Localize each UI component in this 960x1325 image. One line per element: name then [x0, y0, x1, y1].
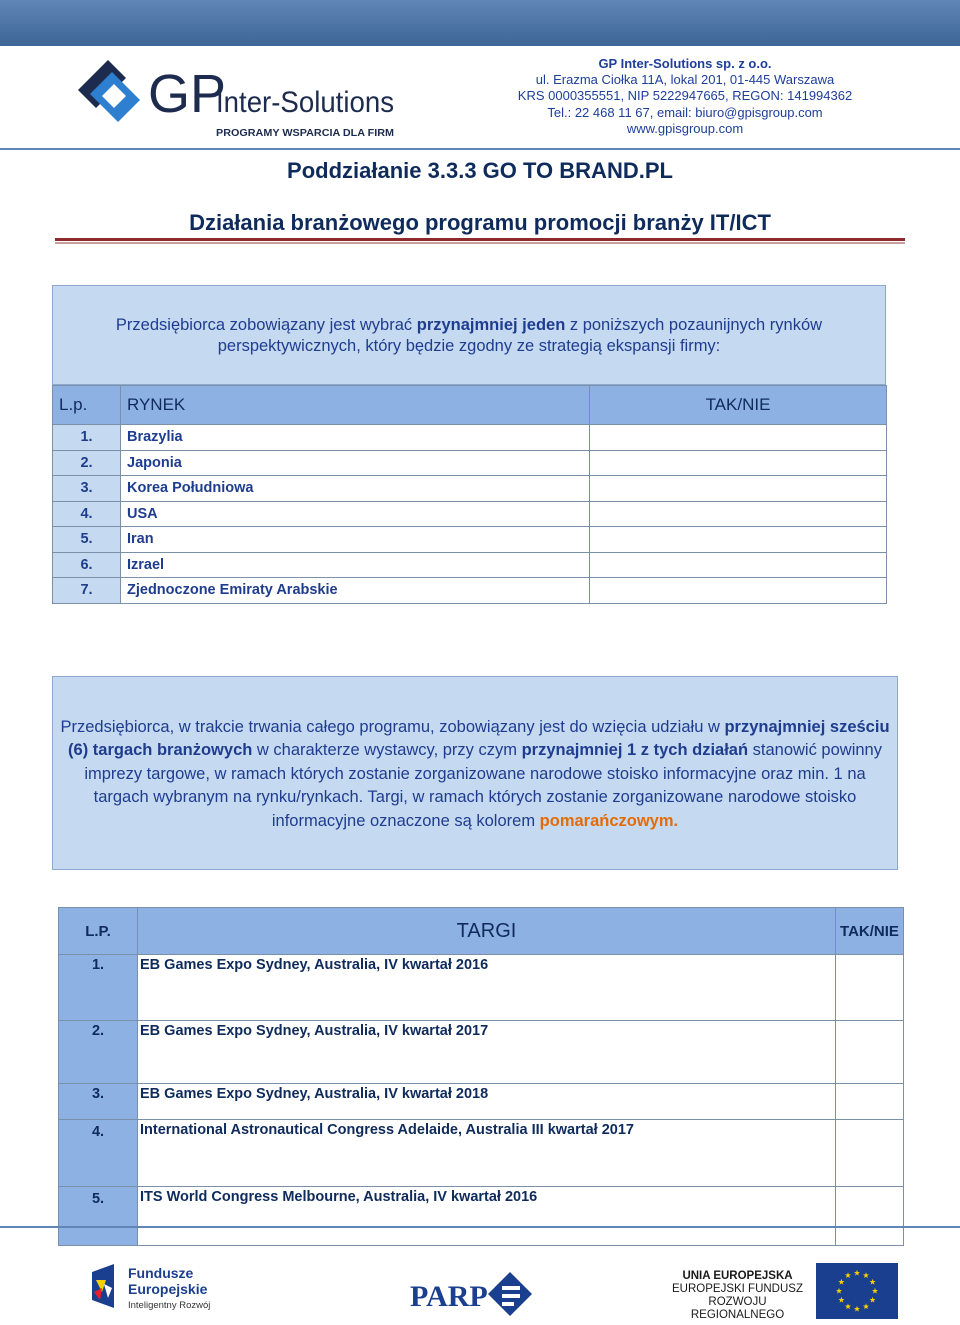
- title-rule-shadow: [55, 242, 905, 244]
- market-row-name: Izrael: [121, 552, 590, 578]
- market-row-yes-no-cell[interactable]: [590, 527, 887, 553]
- fe-title1: Fundusze: [128, 1265, 194, 1281]
- fairs-row-event: EB Games Expo Sydney, Australia, IV kwartał 2017: [138, 1021, 836, 1084]
- intro-text-part: Przedsiębiorca zobowiązany jest wybrać: [115, 316, 417, 334]
- fairs-row-num: [59, 955, 138, 1021]
- fairs-row-yes-no-cell[interactable]: [836, 1187, 904, 1246]
- fairs-text-part: w charakterze wystawcy, przy czym: [252, 741, 522, 760]
- intro-text: [52, 315, 886, 357]
- fe-title2: Europejskie: [128, 1281, 208, 1297]
- market-table: [52, 385, 887, 604]
- diamond-icon: [78, 60, 140, 122]
- company-registry: KRS 0000355551, NIP 5222947665, REGON: 141994362: [517, 88, 853, 104]
- fairs-text-part: Przedsiębiorca, w trakcie trwania całego programu, zobowiązany jest do wzięcia udziału w: [60, 718, 725, 736]
- market-row: [53, 425, 887, 451]
- market-row-yes-no-cell[interactable]: [590, 578, 887, 604]
- fe-sub: Inteligentny Rozwój: [128, 1300, 211, 1311]
- market-row-num: 3.: [53, 476, 121, 502]
- market-row-name: Iran: [121, 527, 590, 553]
- header-market: RYNEK: [121, 386, 590, 425]
- logo-gp: GP: [148, 64, 227, 124]
- market-row: [53, 527, 887, 553]
- market-row: [53, 501, 887, 527]
- market-row-name: Japonia: [121, 450, 590, 476]
- market-row: [53, 476, 887, 502]
- program-title: Działania branżowego programu promocji branży IT/ICT: [189, 210, 771, 235]
- logo-tagline: PROGRAMY WSPARCIA DLA FIRM: [216, 127, 395, 139]
- intro-text-bold: przynajmniej jeden: [416, 316, 566, 334]
- footer-rule: [0, 1226, 960, 1228]
- fairs-row-event: EB Games Expo Sydney, Australia, IV kwartał 2016: [138, 955, 836, 1021]
- market-row-name: Zjednoczone Emiraty Arabskie: [121, 578, 590, 604]
- parp-symbol-icon: [488, 1272, 532, 1316]
- market-row-num: 1.: [53, 425, 121, 451]
- fairs-row-yes-no-cell[interactable]: [836, 1021, 904, 1084]
- market-table-header: [53, 386, 887, 425]
- fairs-info-text: [60, 716, 890, 833]
- market-row: [53, 578, 887, 604]
- fairs-row-event: International Astronautical Congress Adelaide, Australia III kwartał 2017: [138, 1120, 836, 1187]
- fairs-row-yes-no-cell[interactable]: [836, 1120, 904, 1187]
- market-row: [53, 552, 887, 578]
- fairs-row-event: EB Games Expo Sydney, Australia, IV kwartał 2018: [138, 1084, 836, 1120]
- market-row: [53, 450, 887, 476]
- market-row-yes-no-cell[interactable]: [590, 425, 887, 451]
- fairs-row-num: [59, 1021, 138, 1084]
- company-address: ul. Erazma Ciołka 11A, lokal 201, 01-445 Warszawa: [535, 72, 835, 88]
- fairs-text-orange: pomarańczowym.: [539, 811, 679, 830]
- fairs-row: [59, 1120, 904, 1187]
- company-info: [510, 56, 860, 137]
- market-row-num: 2.: [53, 450, 121, 476]
- company-name: GP Inter-Solutions sp. z o.o.: [598, 56, 772, 71]
- market-row-num: 6.: [53, 552, 121, 578]
- gp-inter-solutions-logo: [78, 60, 408, 142]
- fairs-row-event: ITS World Congress Melbourne, Australia, IV kwartał 2016: [138, 1187, 836, 1246]
- market-row-name: Korea Południowa: [121, 476, 590, 502]
- fairs-header-lp: L.P.: [59, 908, 138, 955]
- fairs-row-num-text: 2.: [91, 1023, 105, 1039]
- market-row-num: 4.: [53, 501, 121, 527]
- fairs-row: [59, 955, 904, 1021]
- market-row-yes-no-cell[interactable]: [590, 501, 887, 527]
- fairs-header-yes-no: TAK/NIE: [836, 908, 904, 955]
- header-rule: [0, 148, 960, 150]
- eu-text: [665, 1270, 810, 1322]
- fairs-header-fairs: TARGI: [138, 908, 836, 955]
- market-row-num: 7.: [53, 578, 121, 604]
- fairs-row-yes-no-cell[interactable]: [836, 1084, 904, 1120]
- eu-flag-icon: [816, 1263, 898, 1319]
- fairs-row: [59, 1187, 904, 1246]
- header-lp: L.p.: [53, 386, 121, 425]
- title-rule: [55, 238, 905, 241]
- company-website[interactable]: www.gpisgroup.com: [626, 120, 744, 136]
- eu-regional: ROZWOJU REGIONALNEGO: [690, 1296, 785, 1321]
- market-row-yes-no-cell[interactable]: [590, 476, 887, 502]
- parp-text: PARP: [410, 1280, 488, 1313]
- fairs-row-yes-no-cell[interactable]: [836, 955, 904, 1021]
- fairs-text-bold: przynajmniej 1 z tych działań: [521, 741, 749, 760]
- fundusze-europejskie-logo: [88, 1258, 238, 1316]
- fe-star-icon: [92, 1264, 114, 1308]
- fairs-row: [59, 1084, 904, 1120]
- subaction-title: Poddziałanie 3.3.3 GO TO BRAND.PL: [287, 158, 673, 183]
- market-row-yes-no-cell[interactable]: [590, 450, 887, 476]
- top-bar: [0, 0, 960, 46]
- company-contact: Tel.: 22 468 11 67, email: biuro@gpisgroup.com: [547, 104, 823, 120]
- fairs-row-num-text: 3.: [91, 1086, 105, 1102]
- fairs-row-num-text: 1.: [91, 957, 105, 973]
- fairs-row-num-text: 5.: [91, 1191, 105, 1207]
- eu-fund: EUROPEJSKI FUNDUSZ: [672, 1283, 803, 1295]
- intro-text-part: z poniższych pozaunijnych rynków perspektywicznych, który będzie zgodny ze strategią ekspansji firmy:: [217, 316, 823, 355]
- parp-logo: [410, 1268, 540, 1320]
- fairs-row-num: [59, 1187, 138, 1246]
- fairs-row-num: [59, 1120, 138, 1187]
- eu-union: UNIA EUROPEJSKA: [682, 1270, 793, 1282]
- fairs-table-header: [59, 908, 904, 955]
- logo-brand: Inter-Solutions: [216, 86, 394, 119]
- fairs-row-num-text: 4.: [91, 1124, 105, 1140]
- fairs-row: [59, 1021, 904, 1084]
- fairs-row-num: [59, 1084, 138, 1120]
- market-row-yes-no-cell[interactable]: [590, 552, 887, 578]
- market-row-name: USA: [121, 501, 590, 527]
- market-row-name: Brazylia: [121, 425, 590, 451]
- fairs-text-part: stanowić powinny imprezy targowe, w ramach których zostanie zorganizowane narodowe stoisko informacyjne oraz min. 1 na targach wybranym na rynku/rynkach. Targi, w ramach których zostanie zorganizowane narodowe stoisko informacyjne oznaczone są kolorem: [84, 741, 882, 830]
- fairs-text-bold: przynajmniej sześciu (6) targach branżowych: [68, 718, 890, 760]
- market-row-num: 5.: [53, 527, 121, 553]
- header-yes-no: TAK/NIE: [590, 386, 887, 425]
- fairs-table: [58, 907, 904, 1246]
